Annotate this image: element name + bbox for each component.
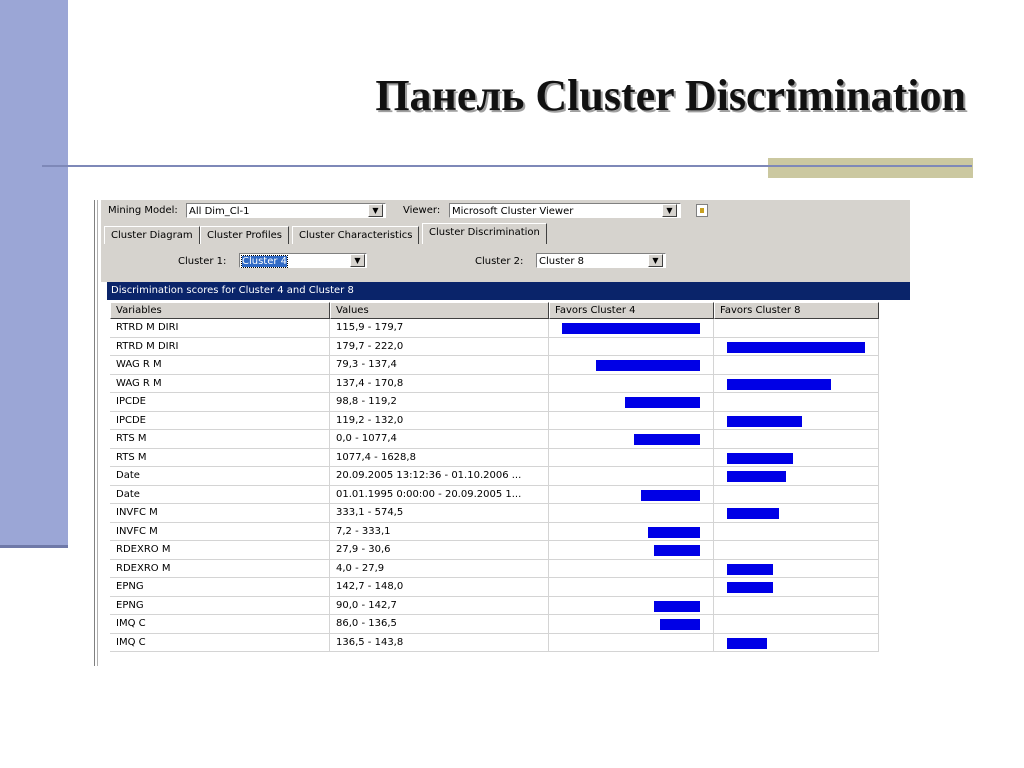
slide-divider <box>42 165 972 167</box>
column-header-favors-cluster-4[interactable]: Favors Cluster 4 <box>549 302 714 319</box>
favors-cluster-4-cell <box>549 486 714 505</box>
discrimination-score-bar <box>641 490 700 501</box>
panel-border <box>94 200 95 666</box>
value-cell: 27,9 - 30,6 <box>330 541 549 560</box>
table-row[interactable] <box>110 319 879 338</box>
discrimination-score-bar <box>727 582 773 593</box>
discrimination-score-bar <box>727 342 865 353</box>
cluster2-value: Cluster 8 <box>539 256 585 267</box>
favors-cluster-4-cell <box>549 467 714 486</box>
favors-cluster-8-cell <box>714 393 879 412</box>
discrimination-score-bar <box>654 545 700 556</box>
tab-cluster-profiles[interactable]: Cluster Profiles <box>200 226 289 244</box>
column-header-values[interactable]: Values <box>330 302 549 319</box>
variable-cell: Date <box>110 486 330 505</box>
discrimination-score-bar <box>727 638 767 649</box>
chevron-down-icon[interactable]: ▼ <box>350 254 365 267</box>
discrimination-score-bar <box>596 360 700 371</box>
table-row[interactable] <box>110 356 879 375</box>
value-cell: 1077,4 - 1628,8 <box>330 449 549 468</box>
favors-cluster-8-cell <box>714 597 879 616</box>
table-row[interactable] <box>110 560 879 579</box>
favors-cluster-8-cell <box>714 430 879 449</box>
value-cell: 98,8 - 119,2 <box>330 393 549 412</box>
variable-cell: RTS M <box>110 430 330 449</box>
favors-cluster-4-cell <box>549 523 714 542</box>
value-cell: 79,3 - 137,4 <box>330 356 549 375</box>
variable-cell: RTRD M DIRI <box>110 338 330 357</box>
favors-cluster-4-cell <box>549 375 714 394</box>
chevron-down-icon[interactable]: ▼ <box>648 254 663 267</box>
table-row[interactable] <box>110 393 879 412</box>
table-row[interactable] <box>110 486 879 505</box>
favors-cluster-8-cell <box>714 467 879 486</box>
viewer-select[interactable] <box>449 203 681 218</box>
favors-cluster-8-cell <box>714 578 879 597</box>
table-row[interactable] <box>110 634 879 653</box>
favors-cluster-8-cell <box>714 615 879 634</box>
table-row[interactable] <box>110 523 879 542</box>
discrimination-score-bar <box>727 508 779 519</box>
discrimination-score-bar <box>625 397 700 408</box>
table-row[interactable] <box>110 541 879 560</box>
table-row[interactable] <box>110 375 879 394</box>
chevron-down-icon[interactable]: ▼ <box>368 204 383 217</box>
copy-icon[interactable] <box>696 204 708 217</box>
value-cell: 86,0 - 136,5 <box>330 615 549 634</box>
column-header-variables[interactable]: Variables <box>110 302 330 319</box>
variable-cell: RDEXRO M <box>110 560 330 579</box>
viewer-value: Microsoft Cluster Viewer <box>452 206 574 217</box>
table-row[interactable] <box>110 430 879 449</box>
value-cell: 90,0 - 142,7 <box>330 597 549 616</box>
variable-cell: IMQ C <box>110 615 330 634</box>
value-cell: 4,0 - 27,9 <box>330 560 549 579</box>
favors-cluster-4-cell <box>549 541 714 560</box>
value-cell: 115,9 - 179,7 <box>330 319 549 338</box>
variable-cell: EPNG <box>110 578 330 597</box>
variable-cell: INVFC M <box>110 523 330 542</box>
variable-cell: EPNG <box>110 597 330 616</box>
discrimination-score-bar <box>727 564 773 575</box>
value-cell: 0,0 - 1077,4 <box>330 430 549 449</box>
favors-cluster-4-cell <box>549 634 714 653</box>
favors-cluster-8-cell <box>714 412 879 431</box>
favors-cluster-8-cell <box>714 560 879 579</box>
favors-cluster-4-cell <box>549 578 714 597</box>
value-cell: 20.09.2005 13:12:36 - 01.10.2006 ... <box>330 467 549 486</box>
favors-cluster-4-cell <box>549 449 714 468</box>
favors-cluster-4-cell <box>549 338 714 357</box>
panel-border <box>97 200 98 666</box>
value-cell: 136,5 - 143,8 <box>330 634 549 653</box>
chevron-down-icon[interactable]: ▼ <box>662 204 677 217</box>
mining-model-value: All Dim_Cl-1 <box>189 206 250 217</box>
favors-cluster-8-cell <box>714 319 879 338</box>
cluster2-select[interactable] <box>536 253 666 268</box>
tab-cluster-characteristics[interactable]: Cluster Characteristics <box>292 226 419 244</box>
discrimination-score-bar <box>727 471 786 482</box>
table-row[interactable] <box>110 615 879 634</box>
variable-cell: WAG R M <box>110 375 330 394</box>
cluster1-select[interactable] <box>239 253 367 268</box>
discrimination-score-bar <box>660 619 700 630</box>
discrimination-score-bar <box>727 379 831 390</box>
table-row[interactable] <box>110 597 879 616</box>
variable-cell: IPCDE <box>110 412 330 431</box>
favors-cluster-4-cell <box>549 393 714 412</box>
favors-cluster-8-cell <box>714 375 879 394</box>
favors-cluster-8-cell <box>714 486 879 505</box>
variable-cell: IPCDE <box>110 393 330 412</box>
discrimination-score-bar <box>634 434 700 445</box>
favors-cluster-4-cell <box>549 356 714 375</box>
favors-cluster-8-cell <box>714 338 879 357</box>
value-cell: 119,2 - 132,0 <box>330 412 549 431</box>
value-cell: 179,7 - 222,0 <box>330 338 549 357</box>
variable-cell: RTRD M DIRI <box>110 319 330 338</box>
cluster1-label: Cluster 1: <box>178 256 227 267</box>
discrimination-score-bar <box>562 323 700 334</box>
cluster2-label: Cluster 2: <box>475 256 524 267</box>
variable-cell: INVFC M <box>110 504 330 523</box>
value-cell: 333,1 - 574,5 <box>330 504 549 523</box>
slide-side-bar-shadow <box>0 545 68 548</box>
favors-cluster-4-cell <box>549 430 714 449</box>
table-row[interactable] <box>110 504 879 523</box>
table-row[interactable] <box>110 338 879 357</box>
favors-cluster-8-cell <box>714 504 879 523</box>
favors-cluster-4-cell <box>549 560 714 579</box>
favors-cluster-8-cell <box>714 541 879 560</box>
favors-cluster-8-cell <box>714 356 879 375</box>
value-cell: 142,7 - 148,0 <box>330 578 549 597</box>
discrimination-score-bar <box>648 527 700 538</box>
table-row[interactable] <box>110 578 879 597</box>
discrimination-score-bar <box>654 601 700 612</box>
value-cell: 7,2 - 333,1 <box>330 523 549 542</box>
table-row[interactable] <box>110 412 879 431</box>
variable-cell: WAG R M <box>110 356 330 375</box>
table-row[interactable] <box>110 449 879 468</box>
favors-cluster-4-cell <box>549 319 714 338</box>
mining-model-select[interactable] <box>186 203 386 218</box>
variable-cell: RDEXRO M <box>110 541 330 560</box>
grid-caption: Discrimination scores for Cluster 4 and Cluster 8 <box>107 282 910 300</box>
tab-cluster-diagram[interactable]: Cluster Diagram <box>104 226 200 244</box>
favors-cluster-4-cell <box>549 597 714 616</box>
value-cell: 01.01.1995 0:00:00 - 20.09.2005 1... <box>330 486 549 505</box>
favors-cluster-8-cell <box>714 449 879 468</box>
slide-accent-bar <box>768 158 973 178</box>
slide-title: Панель Cluster Discrimination <box>375 71 966 120</box>
favors-cluster-4-cell <box>549 412 714 431</box>
discrimination-score-bar <box>727 453 793 464</box>
variable-cell: RTS M <box>110 449 330 468</box>
mining-model-label: Mining Model: <box>108 205 178 216</box>
table-row[interactable] <box>110 467 879 486</box>
viewer-label: Viewer: <box>403 205 441 216</box>
cluster1-value: Cluster 4 <box>242 256 288 267</box>
value-cell: 137,4 - 170,8 <box>330 375 549 394</box>
discrimination-score-bar <box>727 416 802 427</box>
favors-cluster-4-cell <box>549 504 714 523</box>
slide-side-bar <box>0 0 68 547</box>
favors-cluster-8-cell <box>714 634 879 653</box>
favors-cluster-8-cell <box>714 523 879 542</box>
favors-cluster-4-cell <box>549 615 714 634</box>
column-header-favors-cluster-8[interactable]: Favors Cluster 8 <box>714 302 879 319</box>
tab-cluster-discrimination[interactable]: Cluster Discrimination <box>422 223 547 244</box>
variable-cell: Date <box>110 467 330 486</box>
variable-cell: IMQ C <box>110 634 330 653</box>
